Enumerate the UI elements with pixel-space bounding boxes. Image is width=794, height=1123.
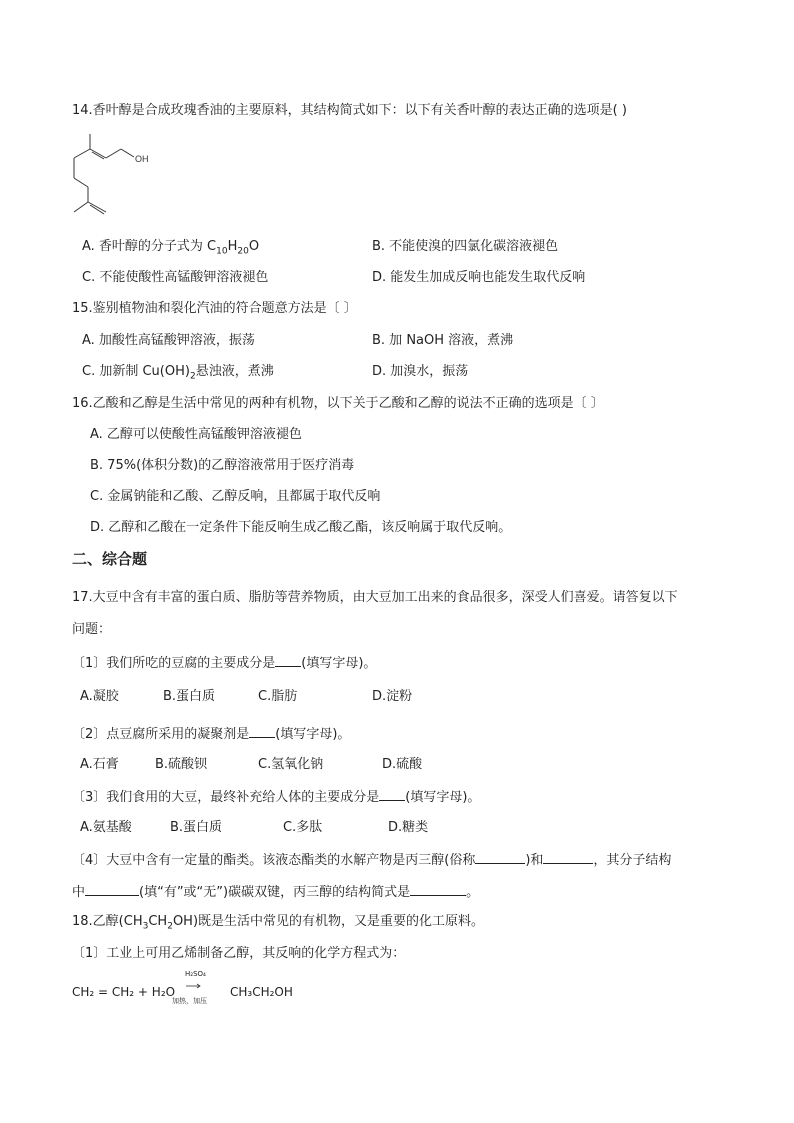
q17-sub1: 〔1〕我们所吃的豆腐的主要成分是 (填写字母)。 [72, 656, 377, 671]
arrow-icon [186, 983, 202, 989]
q16-option-a: A. 乙醇可以使酸性高锰酸钾溶液褪色 [90, 427, 302, 442]
q18-stem: 18.乙醇$(CH_3CH_2OH)$既是生活中常见的有机物，又是重要的化工原料。 [72, 914, 485, 932]
q16-option-d: D. 乙醇和乙酸在一定条件下能反响生成乙酸乙酯，该反响属于取代反响。 [90, 520, 512, 535]
q16-option-c: C. 金属钠能和乙酸、乙醇反响，且都属于取代反响 [90, 489, 381, 504]
q18-sub1: 〔1〕工业上可用乙烯制备乙醇，其反响的化学方程式为： [72, 946, 406, 961]
q16-option-b: B. 75%(体积分数)的乙醇溶液常用于医疗消毒 [90, 458, 355, 473]
q15-option-a: A. 加酸性高锰酸钾溶液，振荡 [82, 333, 255, 348]
q17-sub2-option: D.硫酸 [382, 757, 423, 772]
answer-blank[interactable] [379, 788, 405, 801]
q17-sub4-line1: 〔4〕大豆中含有一定量的酯类。该液态酯类的水解产物是丙三醇(俗称 )和 ，其分子结构 [72, 853, 672, 868]
oh-label: OH [135, 154, 149, 164]
q14-option-c: C. 不能使酸性高锰酸钾溶液褪色 [82, 270, 269, 285]
q17-sub3-option: D.糖类 [388, 820, 429, 835]
q14-stem: 14.香叶醇是合成玫瑰香油的主要原料，其结构简式如下：以下有关香叶醇的表达正确的选项是( ) [72, 103, 627, 118]
q17-sub3: 〔3〕我们食用的大豆，最终补充给人体的主要成分是 (填写字母)。 [72, 790, 481, 805]
q17-sub1-option: B.蛋白质 [163, 689, 216, 704]
q14-option-b: B. 不能使溴的四氯化碳溶液褪色 [372, 239, 559, 254]
answer-blank[interactable] [543, 851, 593, 864]
q15-stem: 15.鉴别植物油和裂化汽油的符合题意方法是〔 〕 [72, 301, 357, 316]
q17-sub2-option: B.硫酸钡 [155, 757, 208, 772]
answer-blank[interactable] [249, 725, 275, 738]
q17-stem-line2: 问题： [72, 622, 112, 637]
q16-stem: 16.乙酸和乙醇是生活中常见的两种有机物，以下关于乙酸和乙醇的说法不正确的选项是〔 〕 [72, 396, 604, 411]
q17-sub3-option: A.氨基酸 [80, 820, 132, 835]
q17-stem-line1: 17.大豆中含有丰富的蛋白质、脂肪等营养物质，由大豆加工出来的食品很多，深受人们喜爱。请答复以下 [72, 590, 678, 605]
q15-option-c: C. 加新制 $Cu(OH)_2$悬浊液，煮沸 [82, 364, 274, 382]
q17-sub1-option: A.凝胶 [80, 689, 119, 704]
q17-sub2-option: A.石膏 [80, 757, 119, 772]
geraniol-structure [66, 132, 156, 226]
answer-blank[interactable] [85, 883, 139, 896]
q15-option-d: D. 加溴水，振荡 [372, 364, 469, 379]
answer-blank[interactable] [410, 883, 466, 896]
section-heading: 二、综合题 [72, 550, 148, 568]
equation-conditions: 加热，加压 [172, 997, 207, 1005]
q17-sub3-option: B.蛋白质 [170, 820, 223, 835]
answer-blank[interactable] [275, 654, 301, 667]
q17-sub1-option: C.脂肪 [258, 689, 298, 704]
q14-option-a: A. 香叶醇的分子式为 $C_{10}H_{20}O$ [82, 239, 260, 257]
q17-sub4-line2: 中 (填“有”或“无”)碳碳双键，丙三醇的结构简式是 。 [72, 885, 480, 900]
q17-sub1-option: D.淀粉 [372, 689, 413, 704]
q15-option-b: B. 加 NaOH 溶液，煮沸 [372, 333, 514, 348]
equation-right: CH₃CH₂OH [230, 985, 293, 999]
q17-sub2-option: C.氢氧化钠 [258, 757, 324, 772]
equation-catalyst: H₂SO₄ [185, 970, 206, 978]
q17-sub3-option: C.多肽 [283, 820, 323, 835]
q17-sub2: 〔2〕点豆腐所采用的凝聚剂是 (填写字母)。 [72, 727, 351, 742]
answer-blank[interactable] [475, 851, 525, 864]
equation-left: CH₂ = CH₂ + H₂O [72, 985, 176, 999]
q14-option-d: D. 能发生加成反响也能发生取代反响 [372, 270, 586, 285]
